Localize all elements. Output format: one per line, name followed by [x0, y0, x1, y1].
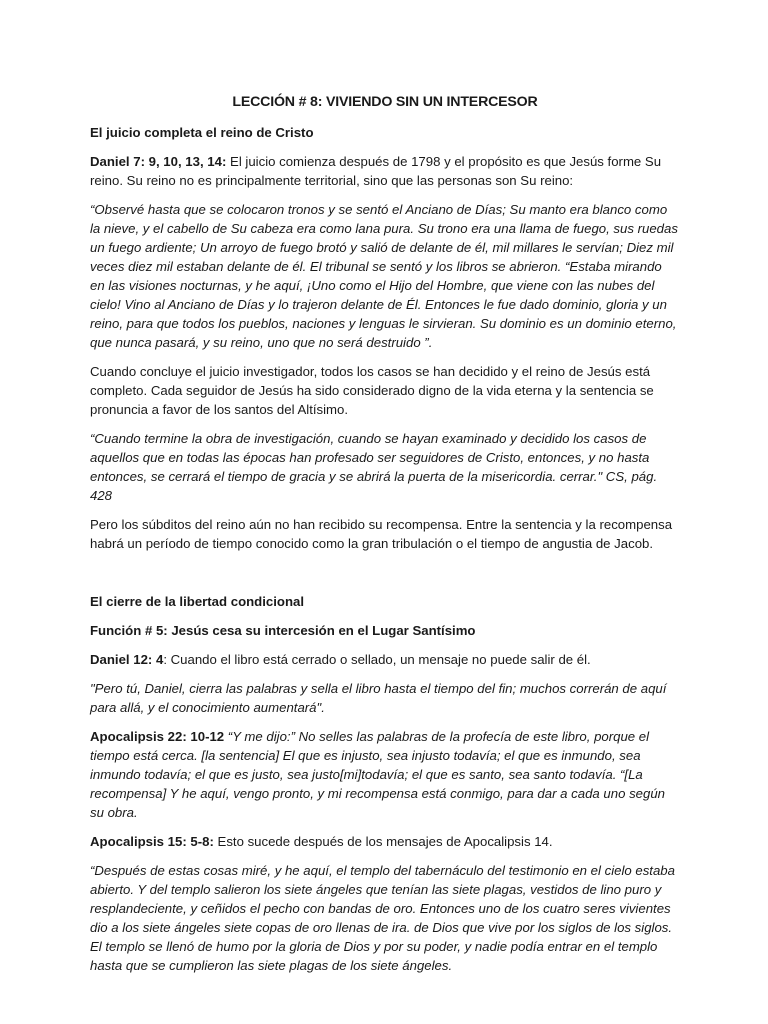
- quote-text: “Y me dijo:” No selles las palabras de la profecía de este libro, porque el tiempo está cerca. [la sentencia] El que es injusto, sea injusto todavía; el que es inmundo, sea inmundo todavía; el que es justo, sea justo[mi]todavía; el que es santo, sea santo todavía. “[La recompensa] Y he aquí, vengo pronto, y mi recompensa está conmigo, para dar a cada uno según su obra.: [90, 729, 665, 820]
- quote-daniel-7: “Observé hasta que se colocaron tronos y se sentó el Anciano de Días; Su manto era blanco como la nieve, y el cabello de Su cabeza era como lana pura. Su trono era una llama de fuego, sus ruedas un fuego ardiente; Un arroyo de fuego brotó y salió de delante de él, mil millares le servían; Diez mil veces diez mil estaban delante de él. El tribunal se sentó y los libros se abrieron. “Estaba mirando en las visiones nocturnas, y he aquí, ¡Uno como el Hijo del Hombre, que viene con las nubes del cielo! Vino al Anciano de Días y lo trajeron delante de Él. Entonces le fue dado dominio, gloria y un reino, para que todos los pueblos, naciones y lenguas le sirvieran. Su dominio es un dominio eterno, que nunca pasará, y su reino, uno que no será destruido ”.: [90, 202, 678, 350]
- paragraph-text: : Cuando el libro está cerrado o sellado, un mensaje no puede salir de él.: [163, 652, 591, 667]
- paragraph-revelation-22: [90, 727, 680, 822]
- paragraph-investigative-judgment: Cuando concluye el juicio investigador, todos los casos se han decidido y el reino de Jesús está completo. Cada seguidor de Jesús ha sido considerado digno de la vida eterna y la sentencia se pronuncia a favor de los santos del Altísimo.: [90, 364, 654, 417]
- subheading-function-5: Función # 5: Jesús cesa su intercesión en el Lugar Santísimo: [90, 623, 476, 638]
- paragraph-text: Esto sucede después de los mensajes de Apocalipsis 14.: [213, 834, 553, 849]
- quote-revelation-15: “Después de estas cosas miré, y he aquí, el templo del tabernáculo del testimonio en el cielo estaba abierto. Y del templo salieron los siete ángeles que tenían las siete plagas, vestidos de lino puro y resplandeciente, y ceñidos el pecho con bandas de oro. Entonces uno de los cuatro seres vivientes dio a los siete ángeles siete copas de oro llenas de ira. de Dios que vive por los siglos de los siglos. El templo se llenó de humo por la gloria de Dios y por su poder, y nadie podía entrar en el templo hasta que se cumplieron las siete plagas de los siete ángeles.: [90, 863, 675, 973]
- paragraph-daniel-7: [90, 152, 680, 190]
- paragraph-daniel-12: [90, 650, 680, 669]
- scripture-reference: Apocalipsis 15: 5-8:: [90, 834, 214, 849]
- paragraph-revelation-15: [90, 832, 680, 851]
- scripture-reference: Daniel 7: 9, 10, 13, 14:: [90, 154, 227, 169]
- document-body: [90, 92, 680, 985]
- scripture-reference: Daniel 12: 4: [90, 652, 164, 667]
- paragraph-reward: Pero los súbditos del reino aún no han recibido su recompensa. Entre la sentencia y la recompensa habrá un período de tiempo conocido como la gran tribulación o el tiempo de angustia de Jacob.: [90, 517, 673, 551]
- scripture-reference: Apocalipsis 22: 10-12: [90, 729, 225, 744]
- quote-great-controversy: “Cuando termine la obra de investigación, cuando se hayan examinado y decidido los casos de aquellos que en todas las épocas han profesado ser seguidores de Cristo, entonces, y no hasta entonces, se cerrará el tiempo de gracia y se abrirá la puerta de la misericordia. cerrar." CS, pág. 428: [90, 431, 658, 503]
- section-heading-judgment: El juicio completa el reino de Cristo: [90, 125, 314, 140]
- quote-daniel-12: "Pero tú, Daniel, cierra las palabras y sella el libro hasta el tiempo del fin; muchos correrán de aquí para allá, y el conocimiento aumentará".: [90, 681, 667, 715]
- paragraph-text: El juicio comienza después de 1798 y el propósito es que Jesús forme Su reino. Su reino no es principalmente territorial, sino que las personas son Su reino:: [90, 154, 662, 188]
- lesson-title: LECCIÓN # 8: VIVIENDO SIN UN INTERCESOR: [232, 94, 538, 110]
- section-heading-probation: El cierre de la libertad condicional: [90, 594, 305, 609]
